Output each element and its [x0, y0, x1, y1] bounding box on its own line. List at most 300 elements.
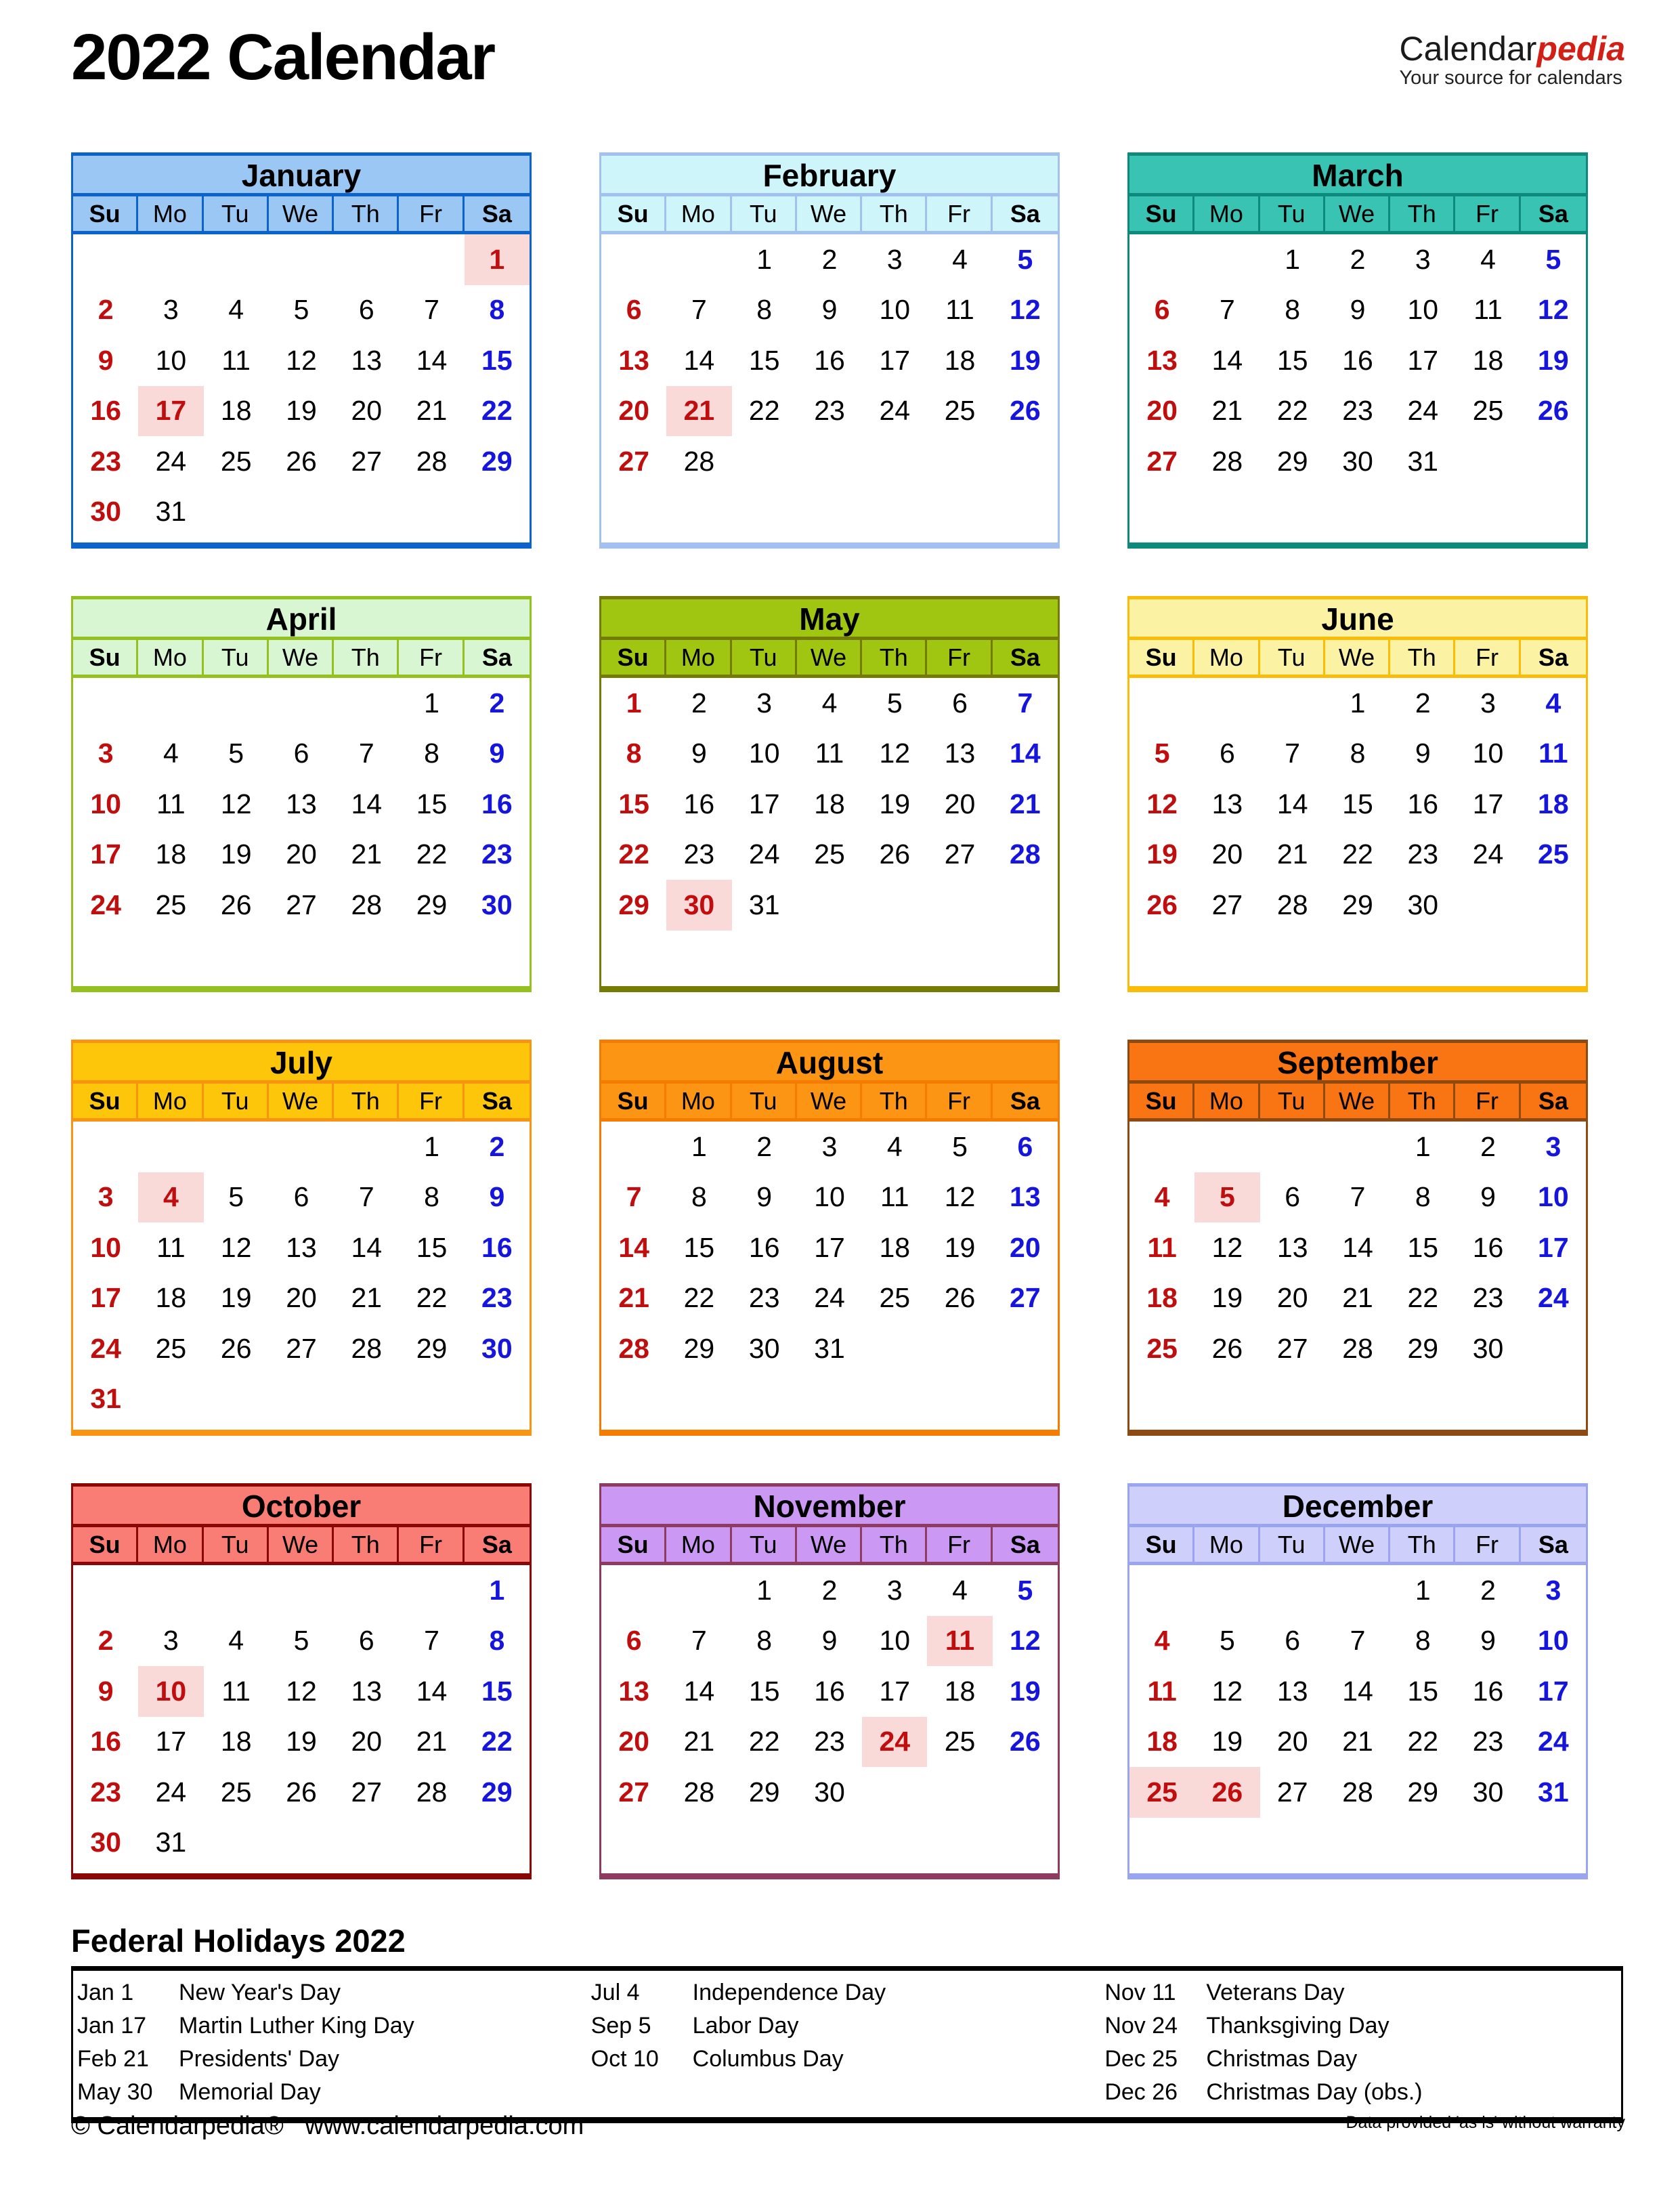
- week-row: [73, 285, 530, 336]
- weekday-header: Fr: [399, 1084, 464, 1119]
- date-cell: [269, 487, 334, 538]
- holiday-name: Thanksgiving Day: [1206, 2013, 1390, 2039]
- date-cell: 7: [1350, 1181, 1366, 1213]
- date-cell: [138, 1565, 203, 1616]
- date-cell: [1129, 234, 1194, 285]
- date-cell: 29: [748, 1776, 780, 1808]
- week-row: [1129, 285, 1586, 336]
- weekday-header: Sa: [1538, 643, 1568, 671]
- date-cell: 11: [221, 344, 251, 376]
- date-cell: 8: [489, 294, 505, 326]
- week-row: [73, 1717, 530, 1768]
- date-cell: [73, 1122, 138, 1172]
- holiday-row: [591, 2009, 1105, 2043]
- date-cell: [993, 931, 1058, 981]
- weekday-header-row: [1129, 640, 1586, 678]
- date-cell: 11: [945, 294, 974, 326]
- date-cell: [1129, 1374, 1194, 1425]
- date-cell: [334, 1122, 399, 1172]
- date-cell: 31: [155, 496, 187, 528]
- weekday-header: Th: [862, 640, 927, 675]
- date-cell: 18: [1146, 1282, 1178, 1314]
- date-cell: 4: [952, 1574, 968, 1606]
- date-cell: 6: [293, 1181, 309, 1213]
- weekday-header: We: [1325, 196, 1390, 232]
- weekday-header: Su: [1129, 640, 1194, 675]
- weekday-header: Fr: [399, 640, 464, 675]
- date-cell: 11: [927, 1616, 992, 1667]
- weekday-header: Th: [334, 1084, 399, 1119]
- date-cell: 1: [756, 1574, 773, 1606]
- date-cell: 7: [424, 1625, 439, 1657]
- date-cell: 14: [1342, 1231, 1373, 1263]
- date-cell: 1: [1415, 1574, 1431, 1606]
- date-cell: [732, 1818, 797, 1869]
- date-cell: [927, 1767, 992, 1818]
- date-cell: [1521, 1323, 1586, 1374]
- date-cell: 15: [416, 1231, 448, 1263]
- weekday-header: Tu: [732, 640, 797, 675]
- weekday-header: Sa: [1010, 1087, 1040, 1115]
- date-cell: 13: [1211, 788, 1243, 819]
- date-cell: [1129, 1122, 1194, 1172]
- date-cell: [334, 931, 399, 981]
- date-cell: 20: [1276, 1282, 1308, 1314]
- months-grid: [71, 152, 1588, 1879]
- date-cell: 13: [351, 1675, 383, 1707]
- weekday-header: Mo: [666, 1527, 731, 1562]
- date-cell: [334, 1374, 399, 1425]
- date-cell: 15: [481, 1675, 513, 1707]
- date-cell: [465, 1818, 530, 1869]
- date-cell: 12: [879, 738, 911, 769]
- date-cell: 17: [1538, 1231, 1569, 1263]
- holiday-column: [1104, 1976, 1618, 2109]
- date-cell: 2: [98, 1625, 114, 1657]
- date-cell: 25: [879, 1282, 911, 1314]
- date-cell: [269, 1122, 334, 1172]
- weekday-header: Th: [334, 1527, 399, 1562]
- month-day-grid: [1129, 1122, 1586, 1424]
- date-cell: 15: [481, 344, 513, 376]
- holiday-row: [77, 2009, 591, 2043]
- date-cell: [269, 678, 334, 729]
- date-cell: 5: [1220, 1625, 1235, 1657]
- date-cell: [1455, 931, 1520, 981]
- date-cell: [269, 1565, 334, 1616]
- date-cell: 23: [90, 1776, 121, 1808]
- date-cell: 27: [1010, 1282, 1041, 1314]
- date-cell: 14: [351, 1231, 383, 1263]
- date-cell: 7: [626, 1181, 642, 1213]
- week-row: [601, 1818, 1058, 1869]
- date-cell: [1194, 931, 1259, 981]
- date-cell: 2: [1350, 243, 1366, 275]
- date-cell: [1521, 436, 1586, 487]
- date-cell: 26: [1211, 1332, 1243, 1364]
- date-cell: 19: [944, 1231, 976, 1263]
- date-cell: 5: [293, 1625, 309, 1657]
- weekday-header: Mo: [666, 640, 731, 675]
- date-cell: [334, 1818, 399, 1869]
- date-cell: 6: [1285, 1625, 1301, 1657]
- date-cell: 30: [90, 1827, 121, 1858]
- date-cell: 13: [351, 344, 383, 376]
- weekday-header: Th: [1390, 196, 1455, 232]
- footer-disclaimer: Data provided 'as is' without warranty: [1345, 2113, 1625, 2132]
- date-cell: 2: [1415, 687, 1431, 719]
- date-cell: 8: [424, 738, 439, 769]
- date-cell: 5: [293, 294, 309, 326]
- date-cell: 29: [416, 889, 448, 920]
- date-cell: 3: [886, 243, 903, 275]
- date-cell: 12: [220, 788, 252, 819]
- weekday-header: Fr: [927, 1527, 992, 1562]
- week-row: [601, 1172, 1058, 1223]
- date-cell: 14: [416, 1675, 448, 1707]
- weekday-header: Sa: [1010, 200, 1040, 228]
- date-cell: 21: [666, 386, 731, 437]
- weekday-header: Th: [862, 196, 927, 232]
- date-cell: 29: [1342, 889, 1373, 920]
- date-cell: 7: [358, 738, 374, 769]
- weekday-header: Mo: [1194, 1527, 1259, 1562]
- date-cell: [1260, 678, 1325, 729]
- date-cell: 20: [351, 395, 383, 427]
- date-cell: 6: [626, 1625, 642, 1657]
- date-cell: [1521, 487, 1586, 538]
- date-cell: [204, 234, 269, 285]
- week-row: [73, 487, 530, 538]
- date-cell: 1: [1350, 687, 1366, 719]
- date-cell: 27: [944, 838, 976, 870]
- date-cell: 10: [138, 1666, 203, 1717]
- date-cell: [601, 1565, 666, 1616]
- date-cell: 28: [416, 445, 448, 477]
- date-cell: [1455, 487, 1520, 538]
- date-cell: [1194, 1565, 1259, 1616]
- date-cell: 29: [1276, 445, 1308, 477]
- week-row: [601, 729, 1058, 780]
- date-cell: [862, 436, 927, 487]
- date-cell: 19: [1538, 344, 1569, 376]
- date-cell: [1129, 1565, 1194, 1616]
- date-cell: 16: [1342, 344, 1373, 376]
- date-cell: [138, 1374, 203, 1425]
- date-cell: [465, 1374, 530, 1425]
- week-row: [601, 436, 1058, 487]
- date-cell: 23: [481, 1282, 513, 1314]
- weekday-header: Tu: [1260, 196, 1325, 232]
- date-cell: [1390, 931, 1455, 981]
- date-cell: 18: [1472, 344, 1504, 376]
- date-cell: 20: [286, 1282, 317, 1314]
- date-cell: 3: [163, 294, 179, 326]
- date-cell: 9: [1350, 294, 1366, 326]
- month-day-grid: [73, 1565, 530, 1868]
- week-row: [601, 1273, 1058, 1324]
- holiday-row: [1104, 2043, 1618, 2076]
- date-cell: 31: [814, 1332, 845, 1364]
- date-cell: [797, 487, 862, 538]
- date-cell: 2: [1480, 1574, 1496, 1606]
- footer-copyright: © Calendarpedia® www.calendarpedia.com: [71, 2112, 584, 2140]
- date-cell: 11: [815, 738, 844, 769]
- date-cell: 16: [748, 1231, 780, 1263]
- date-cell: 3: [1480, 687, 1496, 719]
- weekday-header: Fr: [1455, 640, 1520, 675]
- date-cell: 28: [1211, 445, 1243, 477]
- date-cell: 17: [814, 1231, 845, 1263]
- weekday-header-row: [1129, 196, 1586, 234]
- week-row: [1129, 1565, 1586, 1616]
- weekday-header: Su: [1129, 196, 1194, 232]
- date-cell: 15: [683, 1231, 715, 1263]
- date-cell: 14: [683, 1675, 715, 1707]
- date-cell: 13: [286, 1231, 317, 1263]
- date-cell: 9: [691, 738, 707, 769]
- date-cell: 23: [481, 838, 513, 870]
- date-cell: [601, 931, 666, 981]
- date-cell: 5: [228, 1181, 244, 1213]
- month-day-grid: [73, 1122, 530, 1424]
- weekday-header: Fr: [1455, 1084, 1520, 1119]
- week-row: [601, 1565, 1058, 1616]
- date-cell: 14: [1342, 1675, 1373, 1707]
- date-cell: 31: [1538, 1776, 1569, 1808]
- week-row: [601, 1666, 1058, 1717]
- weekday-header: Mo: [138, 1084, 203, 1119]
- date-cell: 9: [1480, 1625, 1496, 1657]
- date-cell: 7: [691, 1625, 707, 1657]
- date-cell: 20: [351, 1726, 383, 1757]
- weekday-header: We: [1325, 1527, 1390, 1562]
- weekday-header: Mo: [666, 1084, 731, 1119]
- date-cell: 11: [156, 1231, 186, 1263]
- date-cell: 10: [814, 1181, 845, 1213]
- date-cell: 23: [1407, 838, 1439, 870]
- date-cell: 12: [286, 344, 317, 376]
- date-cell: 25: [1129, 1767, 1194, 1818]
- date-cell: 22: [683, 1282, 715, 1314]
- date-cell: 2: [756, 1130, 773, 1162]
- week-row: [1129, 487, 1586, 538]
- week-row: [1129, 335, 1586, 386]
- date-cell: 27: [1276, 1332, 1308, 1364]
- date-cell: 20: [618, 1726, 649, 1757]
- month-day-grid: [601, 1565, 1058, 1868]
- date-cell: 28: [1010, 838, 1041, 870]
- date-cell: 23: [814, 1726, 845, 1757]
- holiday-name: Christmas Day (obs.): [1206, 2079, 1423, 2105]
- date-cell: 6: [626, 294, 642, 326]
- week-row: [1129, 234, 1586, 285]
- date-cell: 14: [683, 344, 715, 376]
- date-cell: 24: [748, 838, 780, 870]
- date-cell: [1260, 1818, 1325, 1869]
- date-cell: 24: [862, 1717, 927, 1768]
- date-cell: 24: [1407, 395, 1439, 427]
- date-cell: 17: [155, 1726, 187, 1757]
- date-cell: 27: [1276, 1776, 1308, 1808]
- date-cell: 11: [221, 1675, 251, 1707]
- date-cell: [1194, 1818, 1259, 1869]
- date-cell: 27: [618, 1776, 649, 1808]
- date-cell: 13: [1146, 344, 1178, 376]
- date-cell: [862, 931, 927, 981]
- date-cell: 25: [220, 445, 252, 477]
- date-cell: 6: [1154, 294, 1170, 326]
- date-cell: 13: [944, 738, 976, 769]
- date-cell: 25: [1472, 395, 1504, 427]
- date-cell: 11: [1538, 738, 1568, 769]
- date-cell: 8: [1415, 1625, 1431, 1657]
- holiday-name: Veterans Day: [1206, 1980, 1345, 2005]
- date-cell: 7: [1220, 294, 1235, 326]
- week-row: [73, 1273, 530, 1324]
- date-cell: 3: [1415, 243, 1431, 275]
- date-cell: 21: [1276, 838, 1308, 870]
- holiday-date: Sep 5: [590, 2013, 651, 2039]
- month-february: [599, 152, 1060, 549]
- calendarpedia-logo: [1400, 31, 1626, 89]
- weekday-header: Sa: [481, 1087, 512, 1115]
- week-row: [73, 335, 530, 386]
- date-cell: 30: [481, 1332, 513, 1364]
- date-cell: 23: [748, 1282, 780, 1314]
- date-cell: 7: [691, 294, 707, 326]
- week-row: [601, 487, 1058, 538]
- page-title: 2022 Calendar: [71, 21, 495, 93]
- date-cell: [797, 880, 862, 931]
- date-cell: 22: [1407, 1282, 1439, 1314]
- date-cell: 13: [1276, 1675, 1308, 1707]
- date-cell: 12: [944, 1181, 976, 1213]
- date-cell: 24: [90, 889, 121, 920]
- week-row: [601, 234, 1058, 285]
- date-cell: 23: [1472, 1282, 1504, 1314]
- weekday-header-row: [601, 196, 1058, 234]
- date-cell: 19: [879, 788, 911, 819]
- date-cell: [862, 1374, 927, 1425]
- date-cell: 23: [1472, 1726, 1504, 1757]
- date-cell: 22: [1407, 1726, 1439, 1757]
- holiday-row: [1104, 1976, 1618, 2009]
- date-cell: 12: [1211, 1675, 1243, 1707]
- weekday-header: Sa: [1010, 1531, 1040, 1558]
- date-cell: 21: [416, 1726, 448, 1757]
- week-row: [73, 386, 530, 437]
- date-cell: 10: [1472, 738, 1504, 769]
- date-cell: [732, 931, 797, 981]
- weekday-header: Th: [334, 640, 399, 675]
- date-cell: 26: [220, 1332, 252, 1364]
- date-cell: [993, 487, 1058, 538]
- holiday-date: Jan 17: [77, 2013, 147, 2039]
- date-cell: [204, 678, 269, 729]
- weekday-header: Th: [1390, 640, 1455, 675]
- date-cell: 6: [1017, 1130, 1033, 1162]
- weekday-header-row: [73, 1084, 530, 1122]
- date-cell: 22: [748, 395, 780, 427]
- date-cell: 14: [1211, 344, 1243, 376]
- month-day-grid: [601, 678, 1058, 981]
- holiday-date: Jan 1: [77, 1980, 134, 2005]
- date-cell: 8: [756, 1625, 773, 1657]
- date-cell: [732, 1374, 797, 1425]
- week-row: [601, 1616, 1058, 1667]
- week-row: [1129, 1222, 1586, 1273]
- date-cell: 2: [489, 1130, 505, 1162]
- date-cell: 27: [351, 1776, 383, 1808]
- month-title: December: [1129, 1487, 1586, 1527]
- date-cell: 12: [1010, 294, 1041, 326]
- month-day-grid: [601, 1122, 1058, 1424]
- date-cell: 18: [220, 395, 252, 427]
- date-cell: [269, 234, 334, 285]
- holiday-name: Memorial Day: [179, 2079, 321, 2105]
- weekday-header-row: [601, 1084, 1058, 1122]
- date-cell: 30: [814, 1776, 845, 1808]
- week-row: [601, 1323, 1058, 1374]
- holiday-name: Martin Luther King Day: [179, 2013, 414, 2039]
- date-cell: 11: [880, 1181, 909, 1213]
- date-cell: 16: [90, 1726, 121, 1757]
- date-cell: [927, 1374, 992, 1425]
- date-cell: 6: [1220, 738, 1235, 769]
- date-cell: 5: [1194, 1172, 1259, 1223]
- weekday-header: Mo: [138, 640, 203, 675]
- week-row: [1129, 1374, 1586, 1425]
- week-row: [601, 386, 1058, 437]
- date-cell: [269, 931, 334, 981]
- date-cell: 21: [1010, 788, 1041, 819]
- date-cell: 8: [1350, 738, 1366, 769]
- date-cell: 20: [1146, 395, 1178, 427]
- date-cell: 21: [683, 1726, 715, 1757]
- week-row: [73, 1122, 530, 1172]
- weekday-header: Su: [601, 1527, 666, 1562]
- weekday-header: Tu: [1260, 1527, 1325, 1562]
- date-cell: 24: [879, 395, 911, 427]
- date-cell: [1455, 1374, 1520, 1425]
- weekday-header: Tu: [732, 1084, 797, 1119]
- weekday-header: Sa: [1010, 643, 1040, 671]
- date-cell: 2: [489, 687, 505, 719]
- date-cell: 9: [1415, 738, 1431, 769]
- weekday-header: Th: [862, 1527, 927, 1562]
- logo-wordmark: [1400, 31, 1626, 66]
- date-cell: 6: [358, 1625, 374, 1657]
- date-cell: 3: [98, 1181, 114, 1213]
- date-cell: 28: [683, 1776, 715, 1808]
- date-cell: [927, 436, 992, 487]
- week-row: [73, 1767, 530, 1818]
- week-row: [73, 1616, 530, 1667]
- date-cell: 9: [98, 1675, 114, 1707]
- date-cell: [334, 487, 399, 538]
- date-cell: 15: [1407, 1675, 1439, 1707]
- date-cell: 22: [1342, 838, 1373, 870]
- date-cell: 10: [1407, 294, 1439, 326]
- weekday-header: Mo: [1194, 1084, 1259, 1119]
- date-cell: [465, 931, 530, 981]
- weekday-header: Fr: [927, 196, 992, 232]
- month-day-grid: [601, 234, 1058, 537]
- week-row: [601, 880, 1058, 931]
- date-cell: 4: [228, 1625, 244, 1657]
- date-cell: 17: [90, 838, 121, 870]
